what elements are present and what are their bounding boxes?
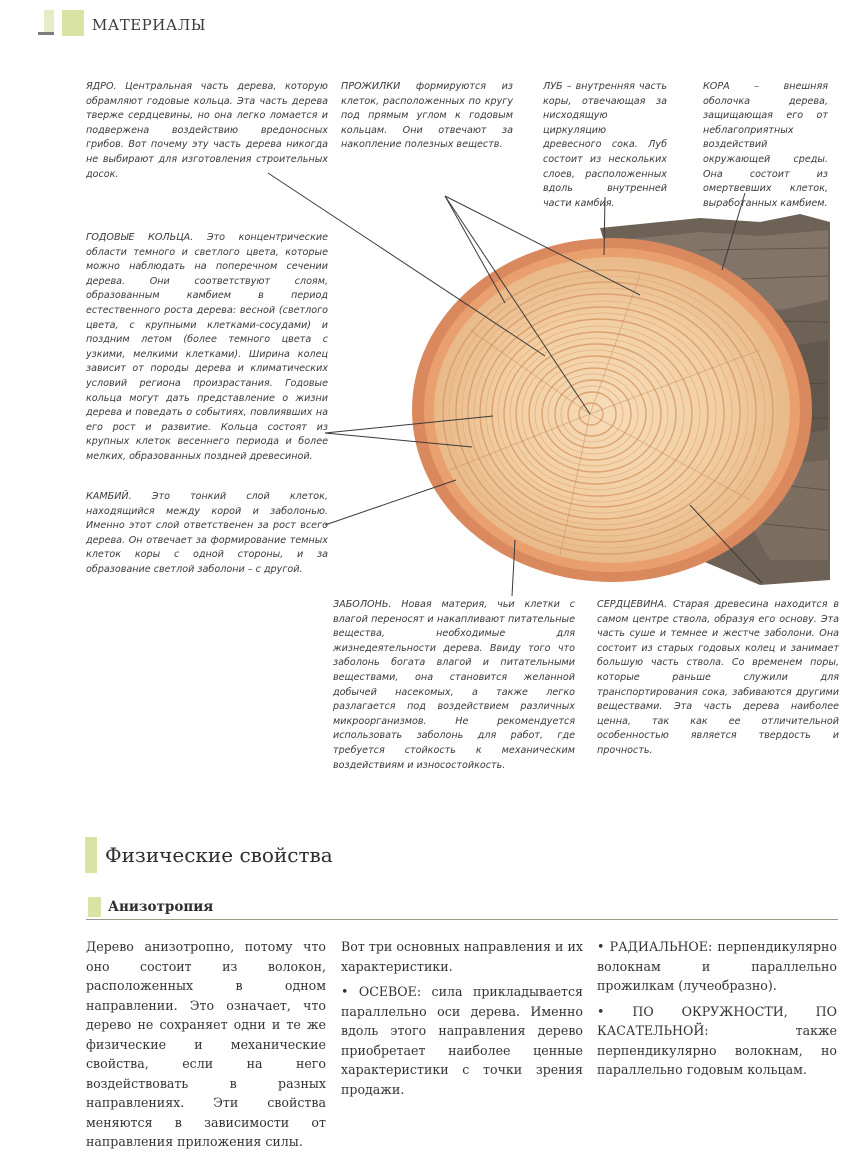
body-column-2 (341, 937, 583, 1105)
running-title: МАТЕРИАЛЫ (92, 16, 206, 34)
caption-zabolon: ЗАБОЛОНЬ. Новая материя, чьи клетки с влагой переносят и накапливают питательные вещества, необходимые для жизнедеятельности дерева. Ввиду того что заболонь богата влагой и питательными веществами, она становится желанной добычей насекомых, а также легко разлагается под воздействием различных микроорганизмов. Не рекомендуется использовать заболонь для работ, где требуется стойкость к механическим воздействиям и износостойкость. (333, 599, 575, 771)
subsection-title: Анизотропия (108, 899, 214, 915)
caption-serdcevina: СЕРДЦЕВИНА. Старая древесина находится в самом центре ствола, образуя его основу. Эта часть суше и темнее и жестче заболони. Она состоит из старых годовых колец и занимает большую часть ствола. Со временем поры, которые раньше служили для транспортирования сока, забиваются другими веществами. Эта часть дерева наиболее ценна, так как ее отличительной особенностью является твердость и прочность. (597, 599, 839, 756)
body-column-1 (86, 937, 326, 1158)
paragraph: Вот три основных направления и их характеристики. (341, 939, 583, 974)
caption-yadro: ЯДРО. Центральная часть дерева, которую обрамляют годовые кольца. Эта часть дерева тверже сердцевины, но она легко ломается и подвержена воздействию вредоносных грибов. Вот почему эту часть дерева никогда не выбирают для изготовления строительных досок. (86, 81, 328, 180)
caption-godovye-koltsa: ГОДОВЫЕ КОЛЬЦА. Это концентрические области темного и светлого цвета, которые можно наблюдать на поперечном сечении дерева. Они соответствуют слоям, образованным камбием в период естественного роста дерева: весной (светлого цвета, с крупными клетками-сосудами) и поздним летом (более темного цвета с узкими, мелкими клетками). Ширина колец зависит от породы дерева и климатических условий региона произрастания. Годовые кольца могут дать представление о жизни дерева и поведать о событиях, повлиявших на его рост и развитие. Кольца состоят из крупных клеток весеннего периода и более мелких, образованных поздней древесиной. (86, 232, 328, 462)
section-title: Физические свойства (105, 843, 333, 867)
section-marker-icon (85, 837, 97, 873)
paragraph: Дерево анизотропно, потому что оно состоит из волокон, расположенных в одном направлении. Это означает, что дерево не сохраняет одни и те же физические и механические свойства, если на него воздействовать в разных направлениях. Эти свойства меняются в зависимости от направления приложения силы. (86, 939, 326, 1149)
body-column-3 (597, 937, 837, 1086)
list-item: • РАДИАЛЬНОЕ: перпендикулярно волокнам и параллельно прожилкам (лучеобразно). (597, 939, 837, 993)
caption-prozhilki: ПРОЖИЛКИ формируются из клеток, расположенных по кругу под прямым углом к годовым кольцам. Они отвечают за накопление полезных веществ. (341, 81, 513, 151)
subsection-marker-icon (88, 897, 101, 917)
list-item: • ПО ОКРУЖНОСТИ, ПО КАСАТЕЛЬНОЙ: также перпендикулярно волокнам, но параллельно годовым кольцам. (597, 1003, 837, 1077)
caption-kora: КОРА – внешняя оболочка дерева, защищающая его от неблагоприятных воздействий окружающей среды. Она состоит из омертвевших клеток, выработанных камбием. (703, 81, 828, 209)
list-item: • ОСЕВОЕ: сила прикладывается параллельно оси дерева. Именно вдоль этого направления дерево приобретает наиболее ценные характеристики с точки зрения продажи. (341, 984, 583, 1097)
caption-lub: ЛУБ – внутренняя часть коры, отвечающая за нисходящую циркуляцию древесного сока. Луб состоит из нескольких слоев, расположенных вдоль внутренней части камбия. (543, 81, 667, 209)
caption-kambiy: КАМБИЙ. Это тонкий слой клеток, находящийся между корой и заболонью. Именно этот слой ответственен за рост всего дерева. Он отвечает за формирование темных клеток коры с одной стороны, и за образование светлой заболони – с другой. (86, 491, 328, 575)
subsection-rule (86, 919, 838, 920)
